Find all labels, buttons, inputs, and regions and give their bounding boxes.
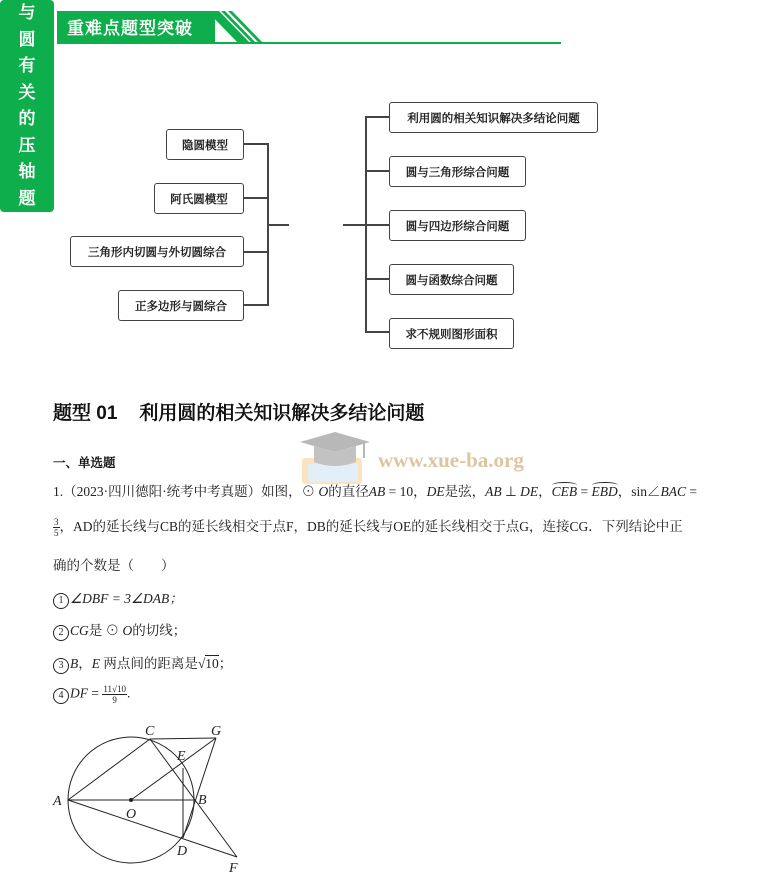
label-F: F [229,861,238,873]
statement-3: 3 B，E 两点间的距离是√10； [53,652,232,674]
node-label: 圆与三角形综合问题 [405,164,510,179]
label-D: D [177,844,188,859]
mindmap-right-node [389,210,526,241]
section-heading [53,398,424,425]
center-char: 圆 [18,29,36,50]
section-number: 题型 01 [53,403,118,424]
text: . [126,685,131,701]
statement-4 [53,684,130,705]
statement-1 [53,587,183,609]
math-var: E [91,656,100,671]
text: = [577,484,592,499]
sqrt-radicand: 10 [205,656,219,671]
geometry-figure [50,718,260,873]
connector [365,331,389,333]
math-var: O [122,623,133,638]
fraction-numerator: 11√10 [103,684,126,694]
text: 的直径 [328,484,369,499]
label-B: B [198,793,207,808]
text: = 10， [388,484,427,499]
mindmap-left-node [154,183,244,214]
mindmap-left-node [70,236,244,267]
label-O: O [126,807,137,822]
connector [343,224,367,226]
text: ， [78,656,92,671]
label-G: G [211,724,222,739]
fraction-denominator: 5 [54,528,59,539]
node-label: 利用圆的相关知识解决多结论问题 [407,110,580,125]
connector [244,251,269,253]
math-var: DE [426,484,445,499]
segment-CG [150,738,216,739]
section-banner [57,11,561,45]
watermark-text: www.xue-ba.org [378,448,524,472]
statement-2 [53,619,186,641]
text: = [686,484,698,499]
text: ，AD的延长线与CB的延长线相交于点F，DB的延长线与OE的延长线相交于点G，连接CG．下列结论中正 [59,519,683,534]
fraction [102,684,127,705]
statement-marker: 2 [53,625,69,641]
math-var: DF [70,685,88,701]
question-number: 1. [53,484,64,499]
mindmap-right-node [389,318,514,349]
banner-underline [57,42,561,44]
question-line-1: 1.（2023·四川德阳·统考中考真题）如图，⊙ O的直径AB = 10，DE是弦，AB ⊥ DE，CEB = EBD，sin∠BAC = [53,484,698,499]
arc-EBD: EBD [591,484,618,499]
math-var: DE [520,484,539,499]
connector [244,304,269,306]
center-char: 关 [18,82,36,103]
label-C: C [145,724,155,739]
math-var: AB [485,484,502,499]
connector [365,278,389,280]
section-title: 利用圆的相关知识解决多结论问题 [139,403,425,424]
math-var: O [318,484,329,499]
text: 的切线； [132,623,187,638]
circle-symbol: ⊙ [301,484,316,499]
question-line-3: 确的个数是（ ） [53,558,175,573]
segment-AC [68,739,150,800]
text: 两点间的距离是 [100,656,198,671]
line-AF [68,800,237,857]
statement-marker: 1 [53,593,69,609]
center-char: 的 [18,109,36,129]
node-label: 阿氏圆模型 [170,191,228,206]
math-var: CG [70,623,89,638]
connector [365,116,389,118]
text: 如图， [261,484,302,499]
label-A: A [53,794,62,809]
center-char: 题 [18,188,36,209]
text: ，sin∠ [617,484,661,499]
fraction-denominator: 9 [112,695,117,705]
node-label: 圆与函数综合问题 [405,272,498,287]
text: 是 ⊙ [88,623,123,638]
mindmap-left-node [118,290,244,321]
text: 是弦， [444,484,486,499]
text: = [88,685,103,701]
node-label: 隐圆模型 [182,137,228,152]
center-char: 压 [18,135,36,156]
node-label: 圆与四边形综合问题 [405,218,510,233]
perp-symbol: ⊥ [501,484,521,499]
connector [365,170,389,172]
mindmap-left-node [166,129,244,160]
text: ； [218,656,233,671]
statement-text: ∠DBF = 3∠DAB； [70,591,183,606]
center-char: 与 [18,3,36,23]
connector [244,197,269,199]
mindmap-right-node [389,264,514,295]
connector [365,224,389,226]
center-char: 有 [18,56,36,76]
question-type-heading: 一、单选题 [53,456,116,470]
label-E: E [177,749,186,764]
line-GD [183,738,216,838]
statement-marker: 3 [53,658,69,674]
statement-marker: 4 [53,688,69,704]
point-O-dot [129,798,133,802]
node-label: 三角形内切圆与外切圆综合 [88,244,226,259]
line-CF [150,739,237,857]
banner-stripes [207,11,267,44]
question-source: （2023·四川德阳·统考中考真题） [63,484,262,499]
mindmap-center-node [0,0,54,212]
question-line-2 [53,515,683,538]
center-char: 轴 [18,162,36,182]
line-OG [131,738,216,800]
mindmap-right-node [389,102,598,133]
arc-CEB: CEB [551,484,578,499]
connector [244,143,269,145]
math-var: AB [368,484,386,499]
mindmap-right-node [389,156,526,187]
fraction-numerator: 3 [54,517,59,528]
connector [267,224,289,226]
banner-title: 重难点题型突破 [67,19,193,39]
math-var: BAC [660,484,687,499]
node-label: 正多边形与圆综合 [135,298,227,313]
math-var: B [70,656,79,671]
node-label: 求不规则图形面积 [405,326,498,341]
